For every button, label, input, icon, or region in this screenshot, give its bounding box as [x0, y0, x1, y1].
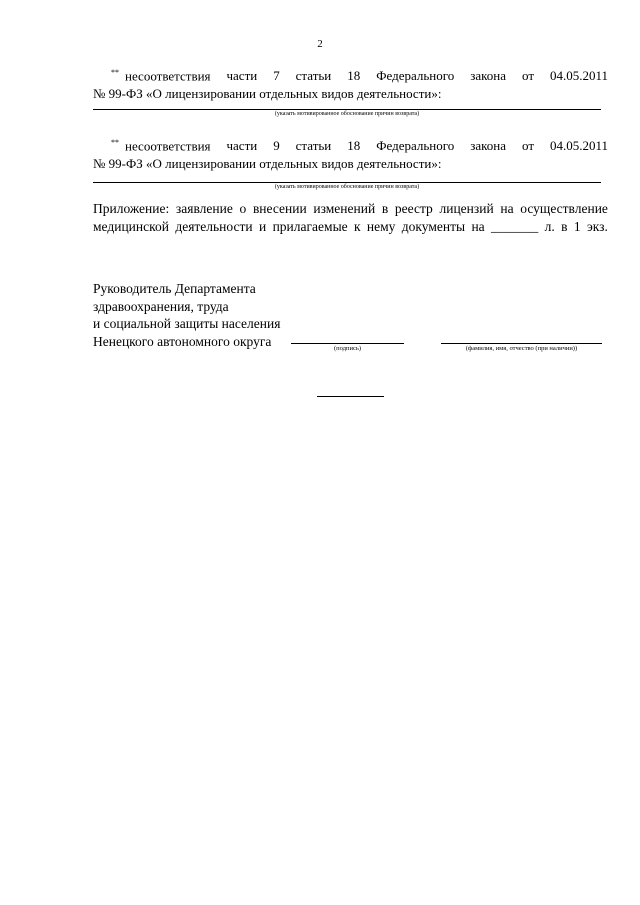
appendix-word: к [354, 219, 361, 234]
signer-line: Ненецкого автономного округа [93, 333, 272, 349]
appendix-word: в [381, 201, 389, 216]
section-2-paragraph [93, 134, 608, 173]
appendix-word: и [258, 219, 267, 234]
section-1-word: 18 [347, 68, 361, 84]
appendix-word: реестр [394, 201, 433, 216]
section-2-word: закона [470, 138, 507, 154]
appendix-word: осуществление [520, 201, 608, 216]
signer-line: и социальной защиты населения [93, 316, 281, 331]
full-name-note: (фамилия, имя, отчество (при наличии)) [465, 345, 578, 352]
section-1-line-2: № 99-ФЗ «О лицензировании отдельных видов деятельности»: [93, 86, 442, 102]
section-1-footnote-mark: ** [111, 68, 119, 77]
section-1-fill-line [93, 109, 601, 110]
appendix-word: медицинской [93, 219, 169, 234]
section-1-word: закона [470, 68, 507, 84]
appendix-word: Приложение: [93, 201, 170, 216]
appendix-line-1 [93, 200, 608, 218]
section-1-word: несоответствия [125, 68, 211, 84]
appendix-word: в [561, 219, 568, 234]
appendix-word: деятельности [175, 219, 253, 234]
signer-title [93, 280, 280, 350]
appendix-word: на [471, 219, 485, 234]
section-2-word: 9 [273, 138, 280, 154]
section-2-word: части [226, 138, 258, 154]
section-1-word: части [226, 68, 258, 84]
appendix-word: л. [544, 219, 555, 234]
full-name-line [441, 343, 602, 344]
appendix-word: нему [366, 219, 396, 234]
signer-line: здравоохранения, труда [93, 298, 229, 314]
section-2-word: несоответствия [125, 138, 211, 154]
signature-line [291, 343, 404, 344]
appendix-word: заявление [175, 201, 233, 216]
section-2-fill-note: (указать мотивированное обоснование причин возврата) [274, 184, 420, 190]
appendix-word: 1 [573, 219, 581, 234]
appendix-word: изменений [313, 201, 376, 216]
section-2-word: Федерального [376, 138, 455, 154]
appendix-word: на [500, 201, 514, 216]
appendix-paragraph [93, 200, 608, 236]
section-2-footnote-mark: ** [111, 138, 119, 147]
section-2-first-word [111, 134, 211, 155]
section-1-paragraph [93, 64, 608, 103]
section-1-word: 04.05.2011 [549, 68, 608, 84]
appendix-word: прилагаемые [272, 219, 348, 234]
appendix-line-2 [93, 218, 608, 236]
signature-note: (подпись) [334, 345, 361, 352]
section-2-fill-line [93, 182, 601, 183]
appendix-word: экз. [586, 219, 608, 234]
appendix-word: о [239, 201, 247, 216]
signer-line: Руководитель Департамента [93, 281, 256, 296]
section-1-first-word [111, 64, 211, 85]
section-2-line-1 [93, 134, 608, 155]
section-2-word: статьи [295, 138, 332, 154]
section-2-word: 04.05.2011 [549, 138, 608, 154]
section-1-word: Федерального [376, 68, 455, 84]
appendix-word: лицензий [439, 201, 494, 216]
end-of-document-line [317, 396, 384, 397]
page-count-blank: _______ [491, 219, 539, 234]
appendix-word: документы [401, 219, 466, 234]
section-2-line-2: № 99-ФЗ «О лицензировании отдельных видов деятельности»: [93, 156, 442, 172]
section-2-word: 18 [347, 138, 361, 154]
section-2-word: от [521, 138, 534, 154]
section-1-line-1 [93, 64, 608, 85]
page-number: 2 [317, 38, 323, 50]
section-1-word: 7 [273, 68, 280, 84]
appendix-word: внесении [252, 201, 307, 216]
section-1-fill-note: (указать мотивированное обоснование причин возврата) [274, 111, 420, 117]
section-1-word: от [521, 68, 534, 84]
section-1-word: статьи [295, 68, 332, 84]
